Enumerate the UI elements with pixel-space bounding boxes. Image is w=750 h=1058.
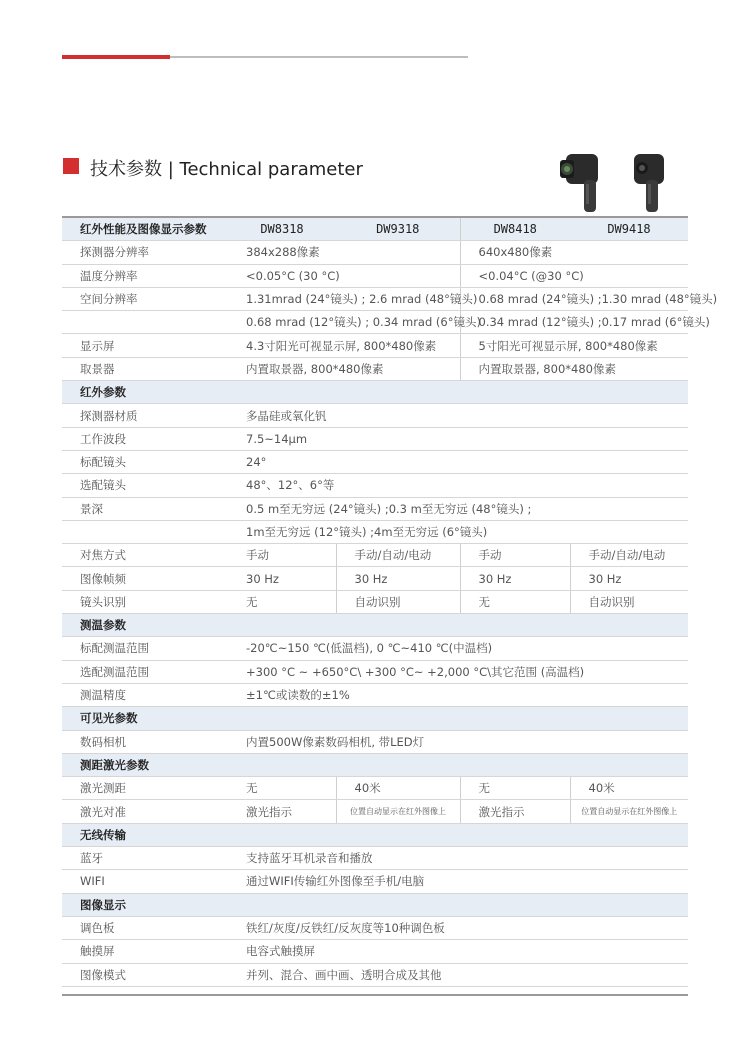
section-header-wireless [62,823,688,846]
table-row [62,357,688,380]
row-value: 1m至无穷远 (12°镜头) ;4m至无穷远 (6°镜头) [228,520,688,543]
cell-value: 无 [460,590,570,613]
row-label: 测温精度 [62,683,228,706]
table-row [62,474,688,497]
cell-value: 手动/自动/电动 [336,544,460,567]
section-title: 测温参数 [62,614,688,637]
cell-value: 无 [228,590,336,613]
row-label: 数码相机 [62,730,228,753]
section-title: 测距激光参数 [62,753,688,776]
row-label: 探测器材质 [62,404,228,427]
header-label: 红外性能及图像显示参数 [62,218,228,241]
table-row [62,847,688,870]
thermal-camera-image-2 [628,150,668,216]
row-label: 图像模式 [62,963,228,986]
row-label [62,520,228,543]
section-header-image [62,893,688,916]
row-label: 取景器 [62,357,228,380]
row-value: 内置取景器, 800*480像素 [228,357,460,380]
cell-value: 30 Hz [570,567,688,590]
section-header-visible [62,707,688,730]
section-header-laser [62,753,688,776]
table-row [62,800,688,823]
row-label: 探测器分辨率 [62,241,228,264]
row-label: 空间分辨率 [62,287,228,310]
row-value: 24° [228,450,688,473]
row-label: 标配镜头 [62,450,228,473]
row-label: 选配镜头 [62,474,228,497]
row-label: 显示屏 [62,334,228,357]
row-value: 铁红/灰度/反铁红/反灰度等10种调色板 [228,916,688,939]
row-value: 640x480像素 [460,241,688,264]
row-label: 调色板 [62,916,228,939]
model-dw8418: DW8418 [460,218,570,241]
section-title: 红外参数 [62,381,688,404]
row-value: 0.5 m至无穷远 (24°镜头) ;0.3 m至无穷远 (48°镜头) ; [228,497,688,520]
row-value: 384x288像素 [228,241,460,264]
row-label: 温度分辨率 [62,264,228,287]
row-value: 7.5~14μm [228,427,688,450]
row-label: 标配测温范围 [62,637,228,660]
title-marker-icon [63,158,79,174]
cell-value: 位置自动显示在红外图像上 [336,800,460,823]
row-value: 内置取景器, 800*480像素 [460,357,688,380]
table-row [62,544,688,567]
row-value: <0.04°C (@30 °C) [460,264,688,287]
row-label: 景深 [62,497,228,520]
section-title: 无线传输 [62,823,688,846]
model-dw8318: DW8318 [228,218,336,241]
table-row [62,683,688,706]
table-row [62,450,688,473]
table-row [62,730,688,753]
row-value: -20℃~150 ℃(低温档), 0 ℃~410 ℃(中温档) [228,637,688,660]
cell-value: 激光指示 [228,800,336,823]
row-value: 5寸阳光可视显示屏, 800*480像素 [460,334,688,357]
section-header-ir [62,381,688,404]
spec-table [62,218,718,987]
row-value: 内置500W像素数码相机, 带LED灯 [228,730,688,753]
cell-value: 30 Hz [336,567,460,590]
row-value: 并列、混合、画中画、透明合成及其他 [228,963,688,986]
cell-value: 无 [460,777,570,800]
row-label: 对焦方式 [62,544,228,567]
row-value: 48°、12°、6°等 [228,474,688,497]
cell-value: 40米 [336,777,460,800]
page-title: 技术参数 | Technical parameter [90,159,363,180]
row-value: 多晶硅或氧化钒 [228,404,688,427]
row-value: 电容式触摸屏 [228,940,688,963]
row-label: 图像帧频 [62,567,228,590]
table-header-row [62,218,688,241]
table-row [62,497,688,520]
row-value: 0.68 mrad (12°镜头) ; 0.34 mrad (6°镜头) [228,311,460,334]
row-label: 触摸屏 [62,940,228,963]
table-row [62,520,688,543]
row-label: 激光测距 [62,777,228,800]
table-row [62,287,688,310]
table-row [62,870,688,893]
row-label: 镜头识别 [62,590,228,613]
row-value: +300 °C ~ +650°C\ +300 °C~ +2,000 °C\其它范围 (高温档) [228,660,688,683]
row-value: 支持蓝牙耳机录音和播放 [228,847,688,870]
cell-value: 手动 [228,544,336,567]
section-title: 图像显示 [62,893,688,916]
row-value: 0.34 mrad (12°镜头) ;0.17 mrad (6°镜头) [460,311,688,334]
table-row [62,637,688,660]
table-row [62,660,688,683]
row-label: 选配测温范围 [62,660,228,683]
cell-value: 30 Hz [228,567,336,590]
table-bottom-border [62,994,688,996]
row-label [62,311,228,334]
section-title: 可见光参数 [62,707,688,730]
table-row [62,777,688,800]
table-row [62,311,688,334]
table-row [62,940,688,963]
cell-value: 激光指示 [460,800,570,823]
thermal-camera-image-1 [556,150,608,216]
row-value: ±1℃或读数的±1% [228,683,688,706]
cell-value: 40米 [570,777,688,800]
cell-value: 30 Hz [460,567,570,590]
table-row [62,963,688,986]
row-value: 4.3寸阳光可视显示屏, 800*480像素 [228,334,460,357]
header-accent-rule [62,55,170,59]
cell-value: 自动识别 [570,590,688,613]
row-label: 激光对准 [62,800,228,823]
table-row [62,264,688,287]
cell-value: 无 [228,777,336,800]
section-header-temp [62,614,688,637]
cell-value: 手动 [460,544,570,567]
table-row [62,334,688,357]
cell-value: 自动识别 [336,590,460,613]
table-row [62,404,688,427]
cell-value: 位置自动显示在红外图像上 [570,800,688,823]
cell-value: 手动/自动/电动 [570,544,688,567]
model-dw9318: DW9318 [336,218,460,241]
row-label: 工作波段 [62,427,228,450]
table-row [62,241,688,264]
model-dw9418: DW9418 [570,218,688,241]
table-row [62,567,688,590]
table-row [62,427,688,450]
row-label: 蓝牙 [62,847,228,870]
table-row [62,590,688,613]
row-value: 通过WIFI传输红外图像至手机/电脑 [228,870,688,893]
row-value: 1.31mrad (24°镜头) ; 2.6 mrad (48°镜头) [228,287,460,310]
row-value: 0.68 mrad (24°镜头) ;1.30 mrad (48°镜头) [460,287,688,310]
row-label: WIFI [62,870,228,893]
table-row [62,916,688,939]
row-value: <0.05°C (30 °C) [228,264,460,287]
